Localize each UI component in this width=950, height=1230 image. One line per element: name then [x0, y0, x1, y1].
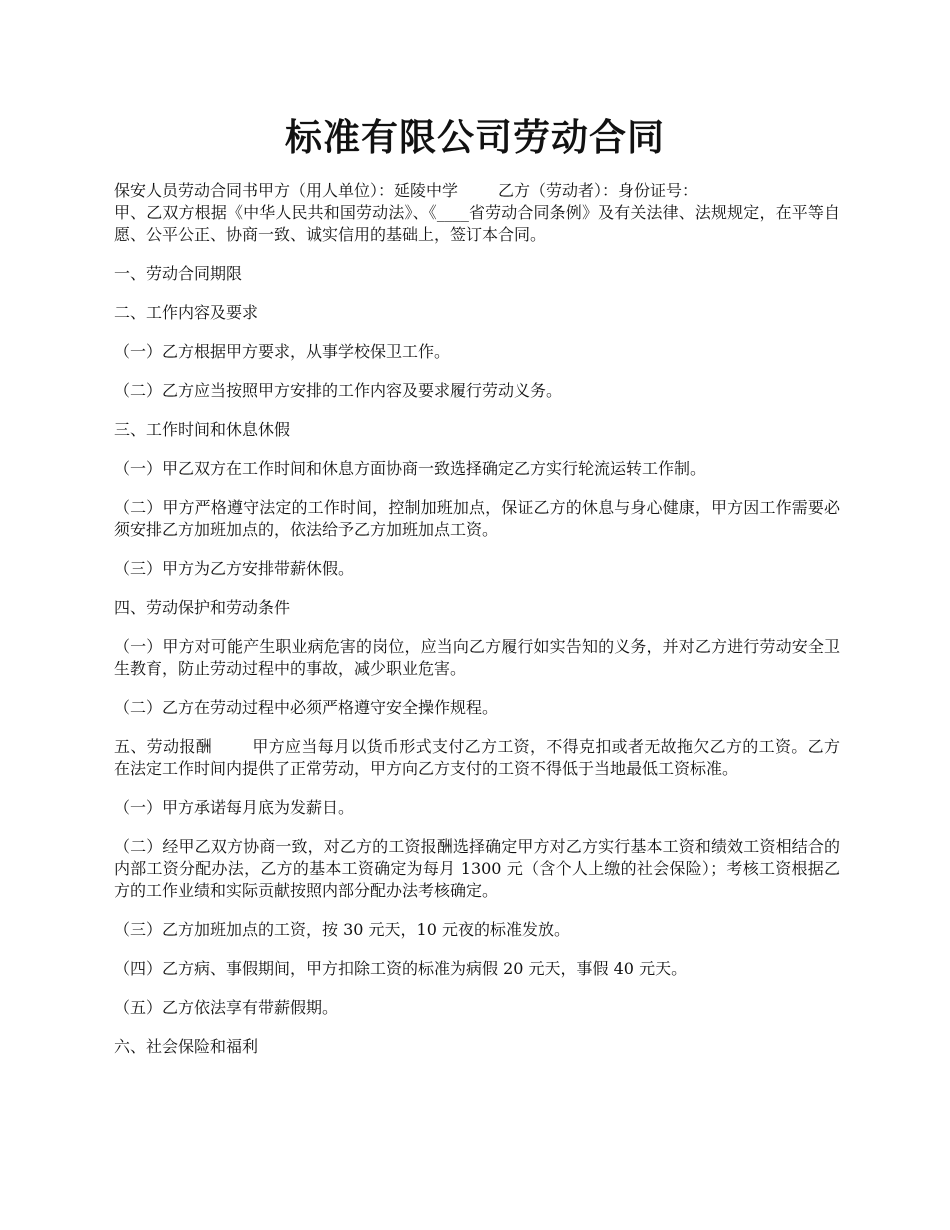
- intro-text: 甲、乙双方根据《中华人民共和国劳动法》、《____省劳动合同条例》及有关法律、法规规定，在平等自愿、公平公正、协商一致、诚实信用的基础上，签订本合同。: [114, 203, 840, 244]
- document-title: 标准有限公司劳动合同: [285, 115, 665, 159]
- section-5-paragraph: [114, 736, 840, 780]
- clause-paragraph: （三）甲方为乙方安排带薪休假。: [114, 559, 355, 578]
- clause-paragraph: （一）甲方对可能产生职业病危害的岗位，应当向乙方履行如实告知的义务，并对乙方进行劳动安全卫生教育，防止劳动过程中的事故，减少职业危害。: [114, 637, 840, 678]
- intro-paragraph: [114, 180, 840, 246]
- section-heading-2: 二、工作内容及要求: [114, 303, 259, 322]
- intro-party-a: 保安人员劳动合同书甲方（用人单位）：延陵中学: [114, 181, 459, 200]
- clause-paragraph: （二）乙方在劳动过程中必须严格遵守安全操作规程。: [114, 698, 499, 717]
- clause-paragraph: （一）甲方承诺每月底为发薪日。: [114, 798, 355, 817]
- clause-paragraph: （四）乙方病、事假期间，甲方扣除工资的标准为病假 20 元天，事假 40 元天。: [114, 959, 688, 978]
- clause-paragraph: （三）乙方加班加点的工资，按 30 元天，10 元夜的标准发放。: [114, 920, 570, 939]
- clause-paragraph: （一）乙方根据甲方要求，从事学校保卫工作。: [114, 342, 451, 361]
- clause-paragraph: （一）甲乙双方在工作时间和休息方面协商一致选择确定乙方实行轮流运转工作制。: [114, 459, 707, 478]
- clause-paragraph: （五）乙方依法享有带薪假期。: [114, 998, 339, 1017]
- clause-paragraph: （二）经甲乙双方协商一致，对乙方的工资报酬选择确定甲方对乙方实行基本工资和绩效工资相结合的内部工资分配办法，乙方的基本工资确定为每月 1300 元（含个人上缴的社会保险）；考核工资根据乙方的工作业绩和实际贡献按照内部分配办法考核确定。: [114, 837, 840, 900]
- section-heading-5: 五、劳动报酬: [114, 737, 212, 756]
- clause-paragraph: （二）乙方应当按照甲方安排的工作内容及要求履行劳动义务。: [114, 381, 563, 400]
- clause-paragraph: （二）甲方严格遵守法定的工作时间，控制加班加点，保证乙方的休息与身心健康，甲方因工作需要必须安排乙方加班加点的，依法给予乙方加班加点工资。: [114, 498, 840, 539]
- section-heading-1: 一、劳动合同期限: [114, 264, 243, 283]
- section-5-text: 甲方应当每月以货币形式支付乙方工资，不得克扣或者无故拖欠乙方的工资。乙方在法定工作时间内提供了正常劳动，甲方向乙方支付的工资不得低于当地最低工资标准。: [114, 737, 840, 778]
- section-heading-3: 三、工作时间和休息休假: [114, 420, 291, 439]
- section-heading-6: 六、社会保险和福利: [114, 1037, 259, 1056]
- section-heading-4: 四、劳动保护和劳动条件: [114, 598, 291, 617]
- intro-party-b: 乙方（劳动者）：身份证号：: [498, 181, 699, 200]
- document-body: [114, 180, 840, 1075]
